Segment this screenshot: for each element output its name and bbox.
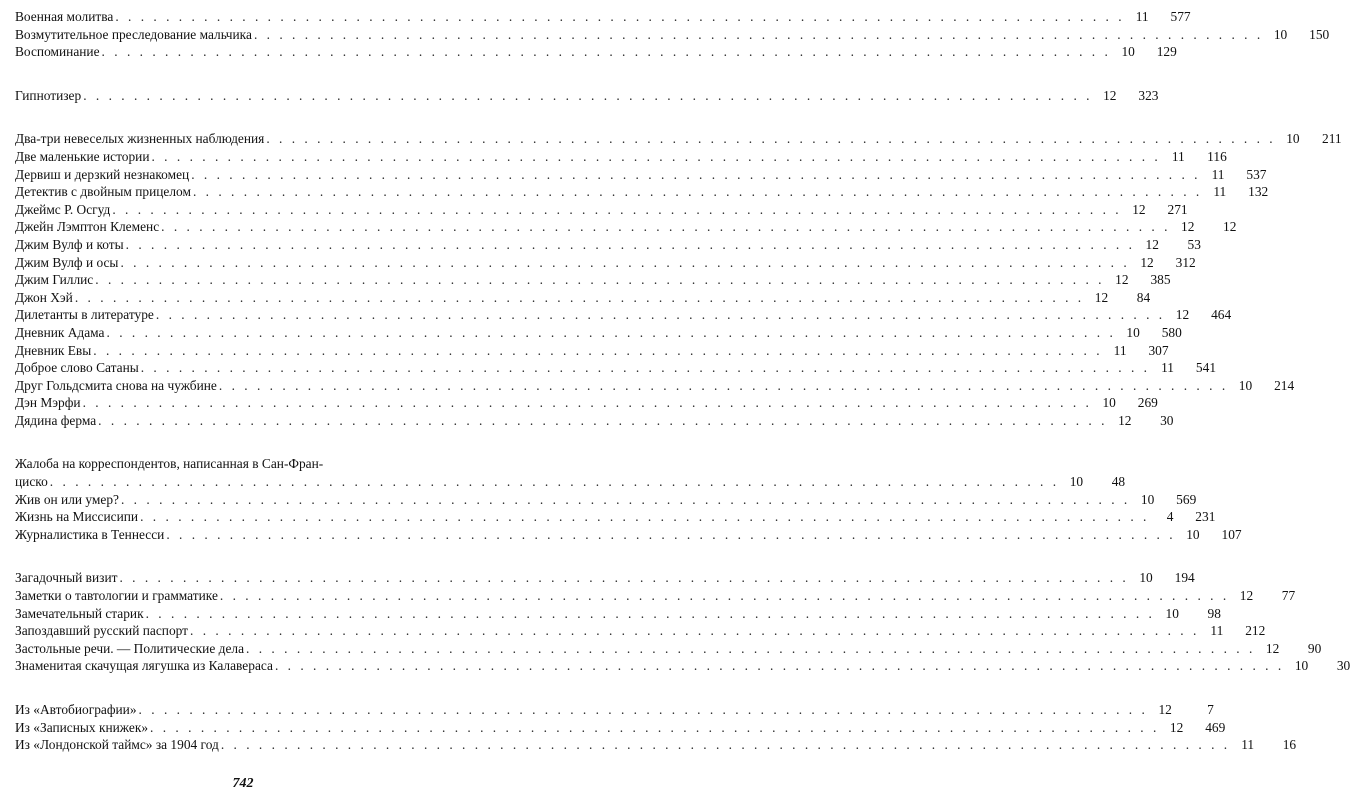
entry-page: 16 xyxy=(1282,737,1297,753)
entry-title: Запоздавший русский паспорт xyxy=(15,623,189,639)
dot-leader xyxy=(246,640,1255,658)
entry-page: 132 xyxy=(1248,184,1269,200)
entry-title-line1: Жалоба на корреспондентов, написанная в Сан-Фран- xyxy=(15,456,324,472)
entry-page: 107 xyxy=(1221,526,1242,542)
toc-entry xyxy=(15,622,1266,640)
toc-group-zh xyxy=(15,455,1242,543)
toc-entry xyxy=(15,377,1295,395)
entry-page: 231 xyxy=(1195,509,1216,525)
toc-entry xyxy=(15,87,1159,105)
entry-volume: 12 xyxy=(1115,272,1129,288)
entry-volume: 12 xyxy=(1175,307,1190,323)
entry-page: 30 xyxy=(1336,658,1350,674)
entry-title: Дэн Мэрфи xyxy=(15,395,81,411)
dot-leader xyxy=(119,569,1128,587)
entry-title: Загадочный визит xyxy=(15,570,118,586)
entry-page: 194 xyxy=(1174,570,1195,586)
toc-entry xyxy=(15,201,1188,219)
toc-entry xyxy=(15,605,1221,623)
entry-volume: 10 xyxy=(1069,474,1084,490)
toc-entry xyxy=(15,166,1267,184)
dot-leader xyxy=(50,473,1059,491)
entry-title: Дилетанты в литературе xyxy=(15,307,154,323)
dot-leader xyxy=(146,605,1155,623)
entry-title: Возмутительное преследование мальчика xyxy=(15,26,252,42)
dot-leader xyxy=(266,130,1275,148)
entry-page: 84 xyxy=(1136,289,1151,305)
toc-entry xyxy=(15,394,1158,412)
dot-leader xyxy=(191,166,1200,184)
entry-title: Из «Лондонской таймс» за 1904 год xyxy=(15,737,219,753)
toc-entry xyxy=(15,271,1171,289)
toc-entry xyxy=(15,254,1196,272)
dot-leader xyxy=(193,183,1202,201)
entry-volume: 11 xyxy=(1241,737,1255,753)
entry-title: Друг Гольдсмита снова на чужбине xyxy=(15,377,217,393)
entry-title: Жив он или умер? xyxy=(15,491,119,507)
entry-volume: 10 xyxy=(1140,491,1155,507)
entry-page: 541 xyxy=(1195,360,1217,376)
dot-leader xyxy=(220,587,1229,605)
entry-volume: 11 xyxy=(1211,166,1225,182)
entry-volume: 10 xyxy=(1139,570,1153,586)
page-number: 742 xyxy=(232,776,254,791)
dot-leader xyxy=(83,394,1092,412)
entry-title: Джим Вулф и коты xyxy=(15,236,124,252)
dot-leader xyxy=(95,271,1104,289)
entry-page: 580 xyxy=(1161,324,1182,340)
entry-volume: 10 xyxy=(1121,44,1135,60)
entry-title: Военная молитва xyxy=(15,9,114,24)
toc-entry xyxy=(15,324,1182,342)
dot-leader xyxy=(102,43,1111,61)
entry-volume: 10 xyxy=(1165,605,1179,621)
entry-page: 537 xyxy=(1246,166,1267,182)
toc-entry xyxy=(15,736,1297,754)
toc-entry xyxy=(15,657,1350,675)
entry-title: Две маленькие истории xyxy=(15,148,150,164)
toc-entry xyxy=(15,342,1169,360)
entry-page: 307 xyxy=(1148,342,1169,358)
dot-leader xyxy=(151,148,1160,166)
entry-title: Журналистика в Теннесси xyxy=(15,526,165,542)
dot-leader xyxy=(98,412,1107,430)
toc-entry xyxy=(15,306,1232,324)
group-spacer xyxy=(15,543,473,569)
entry-title: Джеймс Р. Осгуд xyxy=(15,201,111,217)
entry-volume: 12 xyxy=(1239,588,1254,604)
entry-volume: 12 xyxy=(1103,87,1117,103)
toc-entry xyxy=(15,130,1342,148)
entry-title: Из «Автобиографии» xyxy=(15,702,137,717)
toc-page xyxy=(15,8,1350,754)
entry-page: 269 xyxy=(1137,395,1158,411)
toc-entry xyxy=(15,26,1330,44)
dot-leader xyxy=(166,526,1175,544)
toc-entry xyxy=(15,508,1216,526)
group-spacer xyxy=(15,429,473,455)
toc-entry xyxy=(15,412,1174,430)
entry-page: 464 xyxy=(1211,307,1232,323)
dot-leader xyxy=(107,324,1116,342)
dot-leader xyxy=(219,377,1228,395)
entry-title: Дневник Евы xyxy=(15,342,92,358)
dot-leader xyxy=(120,254,1129,272)
group-spacer xyxy=(15,61,473,87)
dot-leader xyxy=(150,719,1159,737)
dot-leader xyxy=(161,218,1170,236)
entry-page: 312 xyxy=(1175,254,1196,270)
dot-leader xyxy=(139,701,1148,719)
entry-title: Дневник Адама xyxy=(15,324,105,340)
entry-volume: 4 xyxy=(1166,509,1174,525)
entry-title: Знаменитая скачущая лягушка из Калавераса xyxy=(15,658,273,674)
entry-page: 211 xyxy=(1322,131,1342,147)
entry-title: Заметки о тавтологии и грамматике xyxy=(15,588,218,604)
dot-leader xyxy=(275,657,1284,675)
entry-volume: 12 xyxy=(1169,719,1184,735)
toc-entry xyxy=(15,640,1322,658)
entry-title: Гипнотизер xyxy=(15,87,82,103)
entry-page: 90 xyxy=(1307,640,1322,656)
entry-volume: 11 xyxy=(1113,342,1127,358)
group-spacer xyxy=(15,104,473,130)
entry-title: Джим Вулф и осы xyxy=(15,254,119,270)
entry-title: Джон Хэй xyxy=(15,289,73,305)
entry-volume: 12 xyxy=(1132,201,1146,217)
entry-page: 129 xyxy=(1156,44,1177,60)
entry-volume: 12 xyxy=(1118,412,1132,428)
entry-title: Из «Записных книжек» xyxy=(15,719,149,735)
toc-entry xyxy=(15,236,1201,254)
entry-page: 214 xyxy=(1274,377,1295,393)
entry-volume: 12 xyxy=(1140,254,1154,270)
entry-title: Два-три невеселых жизненных наблюдения xyxy=(15,131,265,147)
entry-page: 577 xyxy=(1170,9,1191,24)
entry-page: 323 xyxy=(1138,87,1159,103)
dot-leader xyxy=(75,289,1084,307)
entry-page: 569 xyxy=(1176,491,1197,507)
entry-volume: 12 xyxy=(1265,640,1280,656)
entry-volume: 10 xyxy=(1294,658,1309,674)
dot-leader xyxy=(121,491,1130,509)
entry-page: 212 xyxy=(1245,623,1266,639)
dot-leader xyxy=(112,201,1121,219)
toc-entry xyxy=(15,359,1217,377)
toc-entry xyxy=(15,148,1227,166)
entry-title: Джейн Лэмптон Клеменс xyxy=(15,219,160,235)
entry-volume: 11 xyxy=(1161,360,1175,376)
entry-volume: 10 xyxy=(1102,395,1116,411)
dot-leader xyxy=(190,622,1199,640)
group-spacer xyxy=(15,675,473,701)
dot-leader xyxy=(141,359,1150,377)
entry-title: циско xyxy=(15,474,48,490)
entry-volume: 12 xyxy=(1145,236,1159,252)
toc-group-i xyxy=(15,701,1297,754)
entry-volume: 11 xyxy=(1213,184,1227,200)
toc-group-z xyxy=(15,569,1350,675)
toc-group-d xyxy=(15,130,1342,429)
toc-entry xyxy=(15,719,1226,737)
entry-title: Джим Гиллис xyxy=(15,272,94,288)
dot-leader xyxy=(140,508,1149,526)
toc-entry xyxy=(15,43,1177,61)
toc-entry xyxy=(15,587,1296,605)
entry-title: Замечательный старик xyxy=(15,605,144,621)
dot-leader xyxy=(126,236,1135,254)
toc-entry xyxy=(15,289,1151,307)
entry-title: Застольные речи. — Политические дела xyxy=(15,640,245,656)
entry-volume: 10 xyxy=(1126,324,1140,340)
dot-leader xyxy=(115,8,1124,26)
entry-volume: 10 xyxy=(1273,26,1288,42)
dot-leader xyxy=(221,736,1230,754)
toc-entry xyxy=(15,8,1191,26)
entry-page: 7 xyxy=(1207,702,1214,717)
entry-page: 98 xyxy=(1207,605,1221,621)
dot-leader xyxy=(156,306,1165,324)
entry-page: 77 xyxy=(1281,588,1296,604)
entry-volume: 11 xyxy=(1135,9,1149,24)
entry-title: Дервиш и дерзкий незнакомец xyxy=(15,166,190,182)
entry-volume: 12 xyxy=(1158,702,1172,717)
entry-volume: 10 xyxy=(1186,526,1200,542)
toc-entry xyxy=(15,701,1214,719)
toc-entry xyxy=(15,473,1126,491)
dot-leader xyxy=(93,342,1102,360)
entry-title: Доброе слово Сатаны xyxy=(15,360,139,376)
entry-title: Детектив с двойным прицелом xyxy=(15,184,191,200)
entry-page: 469 xyxy=(1205,719,1226,735)
dot-leader xyxy=(83,87,1092,105)
toc-entry xyxy=(15,569,1195,587)
entry-title: Дядина ферма xyxy=(15,412,97,428)
toc-entry xyxy=(15,526,1242,544)
entry-volume: 12 xyxy=(1181,219,1195,235)
entry-volume: 10 xyxy=(1286,131,1300,147)
entry-volume: 10 xyxy=(1238,377,1253,393)
toc-entry xyxy=(15,218,1237,236)
entry-page: 30 xyxy=(1160,412,1174,428)
toc-group-g xyxy=(15,87,1159,105)
entry-page: 271 xyxy=(1167,201,1188,217)
dot-leader xyxy=(254,26,1263,44)
entry-page: 53 xyxy=(1187,236,1201,252)
entry-volume: 12 xyxy=(1094,289,1109,305)
entry-page: 150 xyxy=(1309,26,1330,42)
entry-page: 385 xyxy=(1150,272,1171,288)
entry-page: 12 xyxy=(1223,219,1237,235)
toc-group-v xyxy=(15,8,1330,61)
entry-page: 116 xyxy=(1207,148,1227,164)
toc-entry xyxy=(15,491,1197,509)
entry-page: 48 xyxy=(1111,474,1126,490)
entry-title: Жизнь на Миссисипи xyxy=(15,509,139,525)
entry-volume: 11 xyxy=(1210,623,1224,639)
entry-title: Воспоминание xyxy=(15,44,100,60)
entry-volume: 11 xyxy=(1171,148,1185,164)
toc-entry xyxy=(15,183,1269,201)
